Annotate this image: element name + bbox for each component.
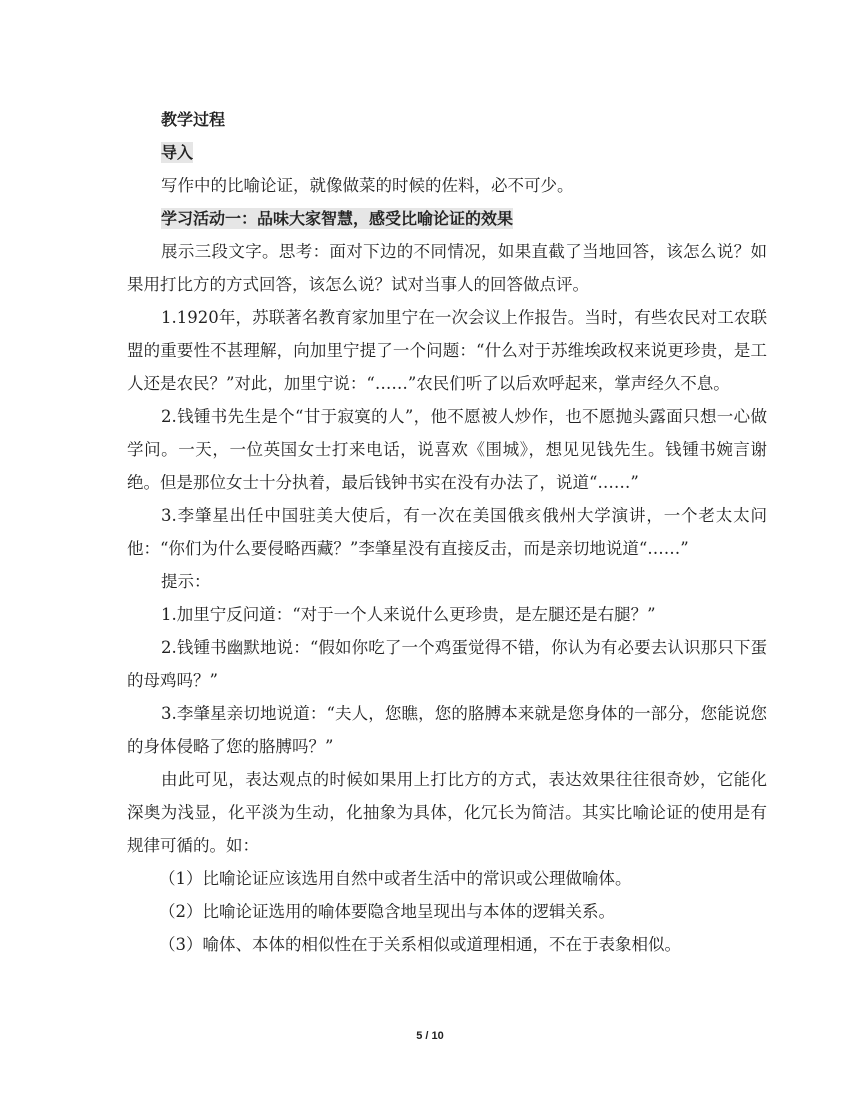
conclusion-paragraph: 由此可见，表达观点的时候如果用上打比方的方式，表达效果往往很奇妙，它能化深奥为浅显，化平淡为生动，化抽象为具体，化冗长为简洁。其实比喻论证的使用是有规律可循的。如： — [127, 770, 767, 855]
case-paragraph-2: 2.钱锺书先生是个“甘于寂寞的人”，他不愿被人炒作，也不愿抛头露面只想一心做学问。一天，一位英国女士打来电话，说喜欢《围城》，想见见钱先生。钱锺书婉言谢绝。但是那位女士十分执着，最后钱钟书实在没有办法了，说道“……” — [127, 407, 767, 492]
case-paragraph-3: 3.李肇星出任中国驻美大使后，有一次在美国俄亥俄州大学演讲，一个老太太问他：“你们为什么要侵略西藏？”李肇星没有直接反击，而是亲切地说道“……” — [127, 506, 767, 558]
page-number: 5 / 10 — [416, 1030, 444, 1042]
hint-paragraph-3: 3.李肇星亲切地说道：“夫人，您瞧，您的胳膊本来就是您身体的一部分，您能说您的身体侵略了您的胳膊吗？” — [127, 704, 767, 756]
section-heading-process: 教学过程 — [161, 110, 226, 129]
hint-paragraph-2: 2.钱锺书幽默地说：“假如你吃了一个鸡蛋觉得不错，你认为有必要去认识那只下蛋的母鸡吗？” — [127, 638, 767, 690]
intro-paragraph: 写作中的比喻论证，就像做菜的时候的佐料，必不可少。 — [161, 176, 574, 195]
hint-paragraph-1: 1.加里宁反问道：“对于一个人来说什么更珍贵，是左腿还是右腿？” — [161, 605, 656, 624]
section-heading-intro: 导入 — [161, 143, 194, 162]
show-text-paragraph: 展示三段文字。思考：面对下边的不同情况，如果直截了当地回答，该怎么说？如果用打比方的方式回答，该怎么说？试对当事人的回答做点评。 — [127, 242, 767, 294]
activity1-heading: 学习活动一：品味大家智慧，感受比喻论证的效果 — [161, 209, 514, 228]
rule-item-2: （2）比喻论证选用的喻体要隐含地呈现出与本体的逻辑关系。 — [159, 902, 615, 921]
rule-item-3: （3）喻体、本体的相似性在于关系相似或道理相通，不在于表象相似。 — [159, 935, 681, 954]
page-content — [127, 103, 767, 961]
hint-label: 提示： — [161, 572, 211, 591]
rule-item-1: （1）比喻论证应该选用自然中或者生活中的常识或公理做喻体。 — [159, 869, 632, 888]
case-paragraph-1: 1.1920年，苏联著名教育家加里宁在一次会议上作报告。当时，有些农民对工农联盟的重要性不甚理解，向加里宁提了一个问题：“什么对于苏维埃政权来说更珍贵，是工人还是农民？”对此，加里宁说：“……”农民们听了以后欢呼起来，掌声经久不息。 — [127, 308, 767, 393]
